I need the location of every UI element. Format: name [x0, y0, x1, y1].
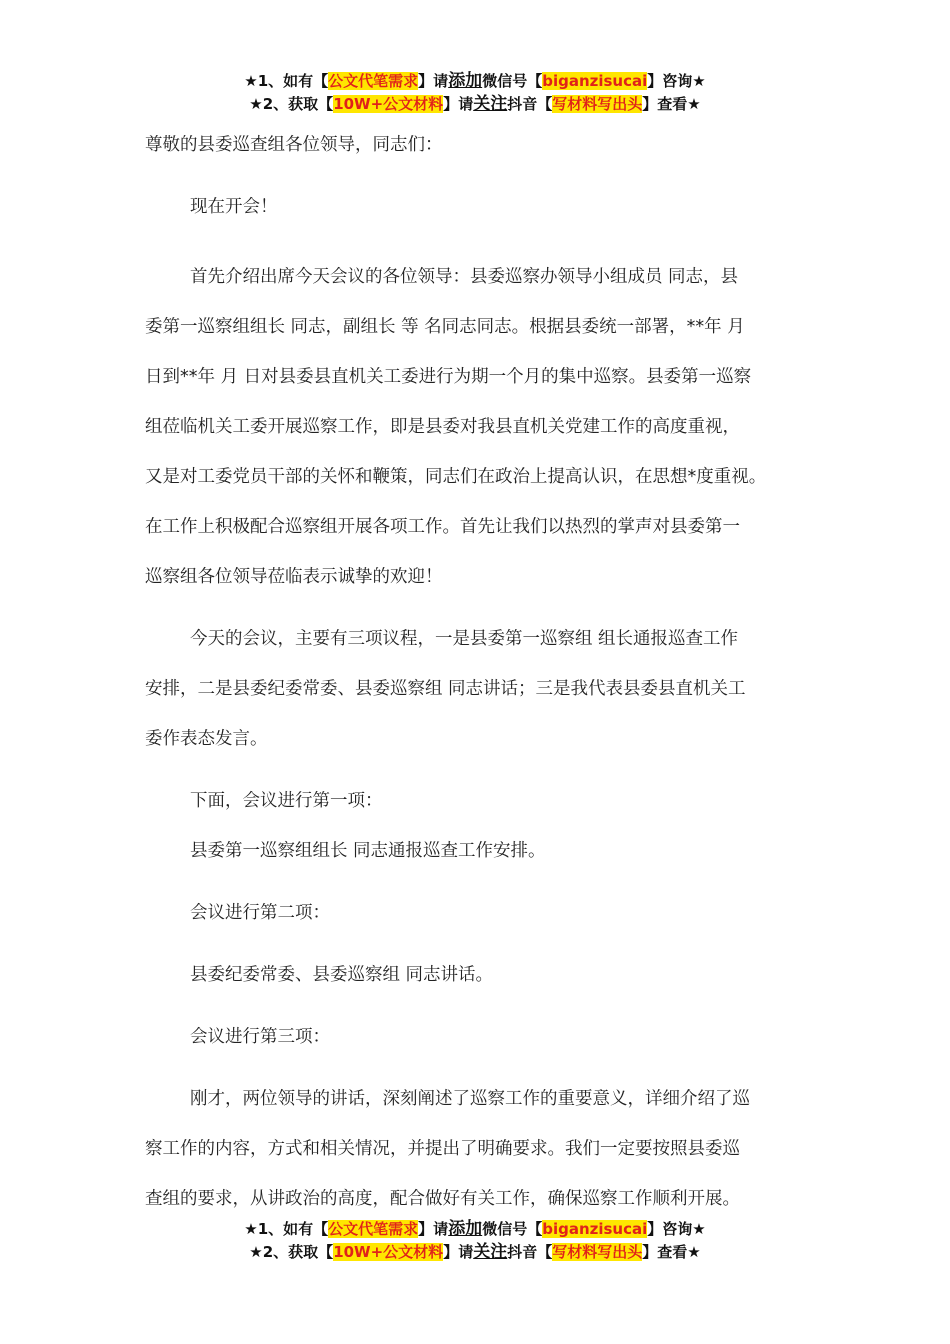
agenda-item-3-label: 会议进行第三项：	[190, 1027, 330, 1047]
banner-wechat-id: biganzisucai	[542, 72, 648, 90]
text-line: 察工作的内容，方式和相关情况，并提出了明确要求。我们一定要按照县委巡	[145, 1139, 740, 1159]
text-line: 安排，二是县委纪委常委、县委巡察组 同志讲话；三是我代表县委县直机关工	[145, 679, 746, 699]
banner-line-2: ★2、获取【10W+公文材料】请关注抖音【写材料写出头】查看★	[249, 94, 701, 114]
banner-emphasis: 关注	[473, 1242, 508, 1262]
opening-line: 现在开会！	[190, 197, 278, 217]
document-body	[145, 130, 815, 1224]
banner-highlight: 公文代笔需求	[328, 1220, 419, 1238]
text-line: 首先介绍出席今天会议的各位领导：县委巡察办领导小组成员 同志，县	[190, 267, 739, 287]
banner-douyin-name: 写材料写出头	[552, 1243, 643, 1261]
banner-line-1: ★1、如有【公文代笔需求】请添加微信号【biganzisucai】咨询★	[244, 1219, 706, 1239]
bottom-banner	[0, 1218, 950, 1264]
banner-line-1: ★1、如有【公文代笔需求】请添加微信号【biganzisucai】咨询★	[244, 71, 706, 91]
paragraph-closing	[145, 1074, 815, 1224]
paragraph-intro	[145, 252, 815, 602]
text-line: 在工作上积极配合巡察组开展各项工作。首先让我们以热烈的掌声对县委第一	[145, 517, 740, 537]
text-line: 刚才，两位领导的讲话，深刻阐述了巡察工作的重要意义，详细介绍了巡	[190, 1089, 750, 1109]
text-line: 委第一巡察组组长 同志，副组长 等 名同志同志。根据县委统一部署，**年 月	[145, 317, 745, 337]
agenda-item-2-label: 会议进行第二项：	[190, 903, 330, 923]
text-line: 今天的会议，主要有三项议程，一是县委第一巡察组 组长通报巡查工作	[190, 629, 739, 649]
text-line: 组莅临机关工委开展巡察工作，即是县委对我县直机关党建工作的高度重视，	[145, 417, 740, 437]
banner-emphasis: 关注	[473, 94, 508, 114]
paragraph-agenda	[145, 614, 815, 764]
banner-wechat-id: biganzisucai	[542, 1220, 648, 1238]
top-banner	[0, 70, 950, 116]
banner-line-2: ★2、获取【10W+公文材料】请关注抖音【写材料写出头】查看★	[249, 1242, 701, 1262]
banner-highlight: 10W+公文材料	[333, 1243, 444, 1261]
agenda-item-2-content: 县委纪委常委、县委巡察组 同志讲话。	[190, 965, 494, 985]
text-line: 委作表态发言。	[145, 729, 268, 749]
banner-douyin-name: 写材料写出头	[552, 95, 643, 113]
banner-emphasis: 添加	[448, 71, 483, 91]
banner-emphasis: 添加	[448, 1219, 483, 1239]
text-line: 又是对工委党员干部的关怀和鞭策，同志们在政治上提高认识，在思想*度重视。	[145, 467, 767, 487]
text-line: 查组的要求，从讲政治的高度，配合做好有关工作，确保巡察工作顺利开展。	[145, 1189, 740, 1209]
agenda-item-1-content: 县委第一巡察组组长 同志通报巡查工作安排。	[190, 841, 546, 861]
banner-highlight: 10W+公文材料	[333, 95, 444, 113]
agenda-item-1-label: 下面，会议进行第一项：	[190, 791, 383, 811]
greeting: 尊敬的县委巡查组各位领导，同志们：	[145, 135, 443, 155]
text-line: 巡察组各位领导莅临表示诚挚的欢迎！	[145, 567, 443, 587]
text-line: 日到**年 月 日对县委县直机关工委进行为期一个月的集中巡察。县委第一巡察	[145, 367, 752, 387]
banner-highlight: 公文代笔需求	[328, 72, 419, 90]
